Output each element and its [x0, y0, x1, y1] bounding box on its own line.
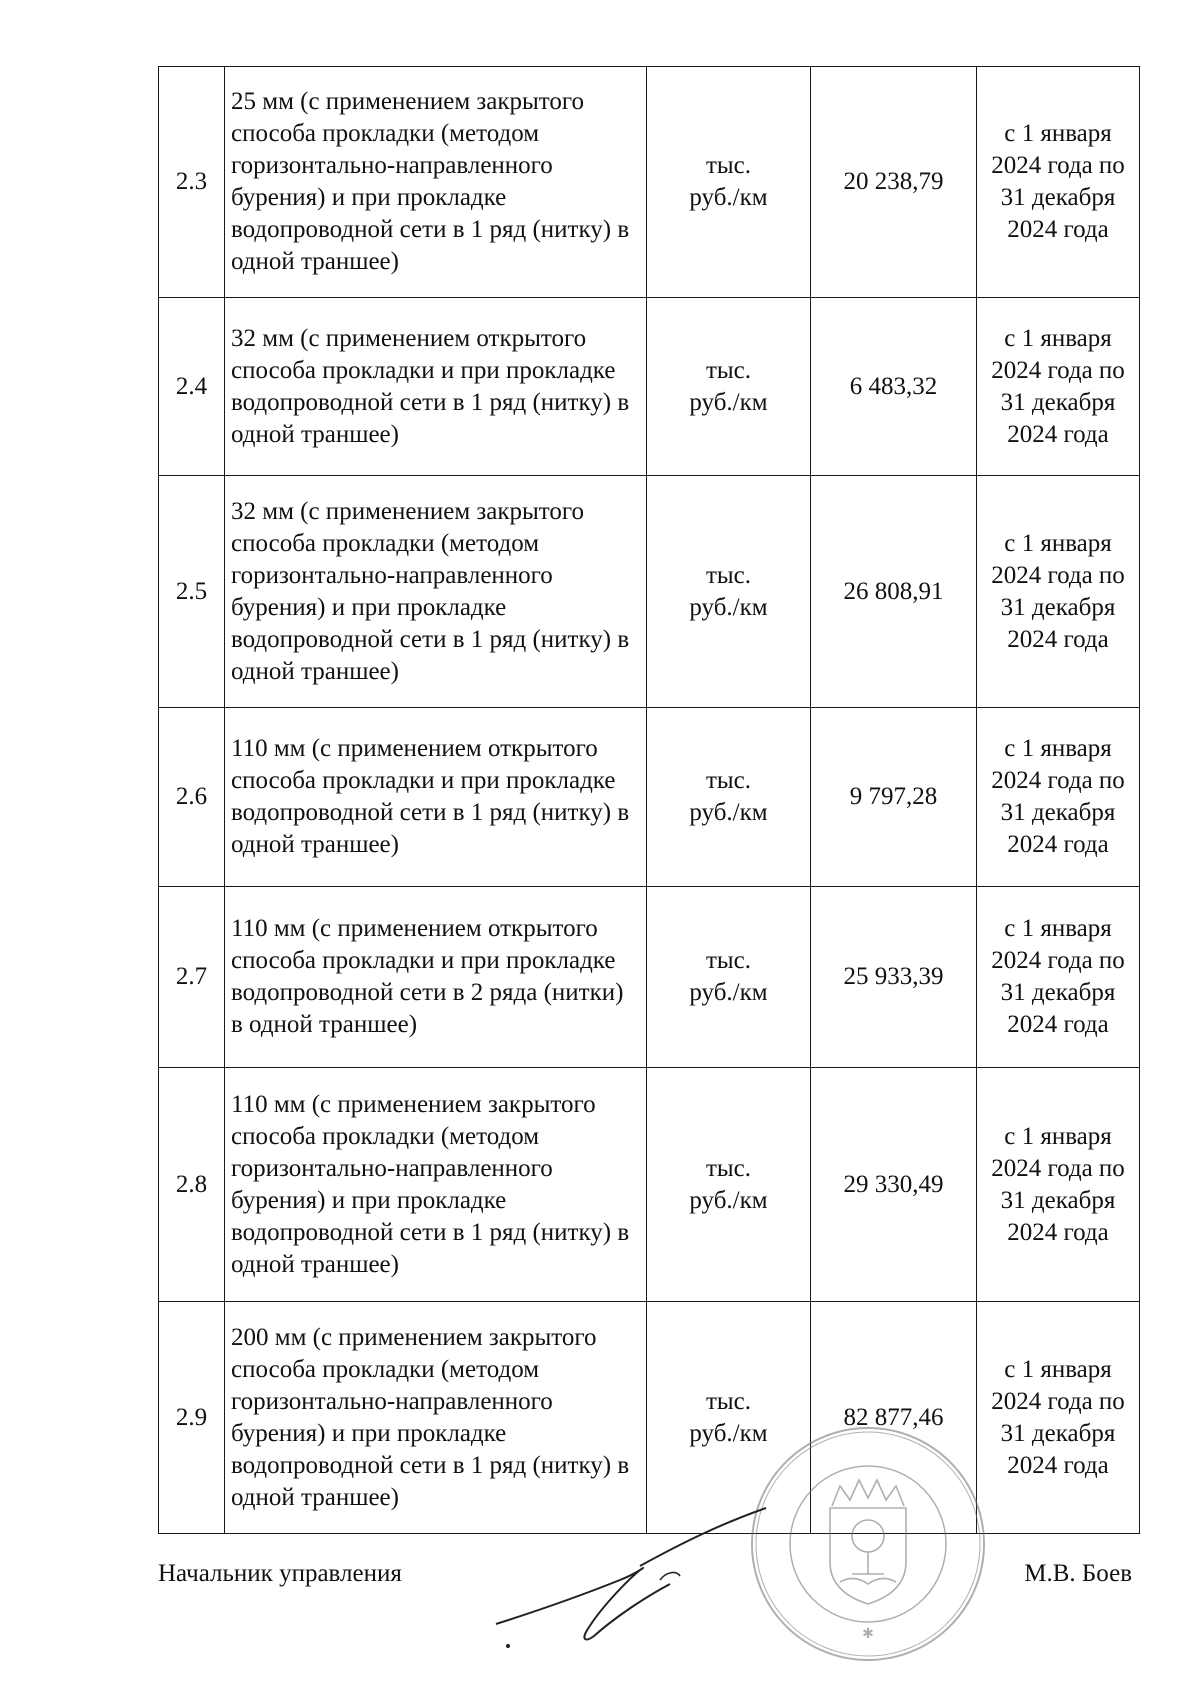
official-stamp — [748, 1424, 988, 1664]
table-row — [159, 708, 1140, 887]
table-row — [159, 67, 1140, 298]
row-period: с 1 января 2024 года по 31 декабря 2024 года — [977, 887, 1140, 1068]
row-number: 2.9 — [159, 1302, 225, 1534]
unit-line-2: руб./км — [689, 184, 768, 211]
unit-line-1: тыс. — [705, 1387, 752, 1415]
row-description: 32 мм (с применением открытого способа прокладки и при прокладке водопроводной сети в 1 ряд (нитку) в одной траншее) — [225, 298, 647, 476]
unit-line-1: тыс. — [705, 356, 752, 384]
row-number: 2.7 — [159, 887, 225, 1068]
row-description: 110 мм (с применением закрытого способа прокладки (методом горизонтально-направленного бурения) и при прокладке водопроводной сети в 1 ряд (нитку) в одной траншее) — [225, 1068, 647, 1302]
unit-line-2: руб./км — [689, 593, 768, 621]
row-period: с 1 января 2024 года по 31 декабря 2024 года — [977, 1302, 1140, 1534]
unit-line-2: руб./км — [689, 1186, 768, 1214]
star-icon: ✱ — [862, 1627, 874, 1642]
signatory-name: М.В. Боев — [1024, 1560, 1132, 1587]
row-description: 25 мм (с применением закрытого способа прокладки (методом горизонтально-направленного бурения) и при прокладке водопроводной сети в 1 ряд (нитку) в одной траншее) — [225, 67, 647, 298]
row-description: 200 мм (с применением закрытого способа прокладки (методом горизонтально-направленного бурения) и при прокладке водопроводной сети в 1 ряд (нитку) в одной траншее) — [225, 1302, 647, 1534]
row-period: с 1 января 2024 года по 31 декабря 2024 года — [977, 708, 1140, 887]
row-number: 2.5 — [159, 476, 225, 708]
row-number: 2.8 — [159, 1068, 225, 1302]
row-period: с 1 января 2024 года по 31 декабря 2024 года — [977, 67, 1140, 298]
table-body — [159, 67, 1140, 1534]
row-unit — [647, 887, 811, 1068]
unit-line-2: руб./км — [689, 388, 768, 416]
table-row — [159, 298, 1140, 476]
row-number: 2.4 — [159, 298, 225, 476]
row-description: 32 мм (с применением закрытого способа прокладки (методом горизонтально-направленного бурения) и при прокладке водопроводной сети в 1 ряд (нитку) в одной траншее) — [225, 476, 647, 708]
row-number: 2.3 — [159, 67, 225, 298]
table-row — [159, 1068, 1140, 1302]
unit-line-1: тыс. — [705, 1154, 752, 1182]
row-unit — [647, 298, 811, 476]
row-value: 29 330,49 — [811, 1068, 977, 1302]
row-value: 82 877,46 — [811, 1302, 977, 1534]
row-number: 2.6 — [159, 708, 225, 887]
row-description: 110 мм (с применением открытого способа прокладки и при прокладке водопроводной сети в 1 ряд (нитку) в одной траншее) — [225, 708, 647, 887]
row-value: 26 808,91 — [811, 476, 977, 708]
unit-line-1: тыс. — [705, 152, 752, 179]
handwritten-signature — [490, 1500, 770, 1650]
unit-line-1: тыс. — [705, 767, 752, 794]
unit-line-2: руб./км — [689, 1419, 768, 1447]
row-unit — [647, 708, 811, 887]
tariff-table — [158, 66, 1140, 1534]
row-unit — [647, 476, 811, 708]
unit-line-2: руб./км — [689, 979, 768, 1006]
row-unit — [647, 1068, 811, 1302]
row-value: 20 238,79 — [811, 67, 977, 298]
row-value: 9 797,28 — [811, 708, 977, 887]
row-period: с 1 января 2024 года по 31 декабря 2024 года — [977, 1068, 1140, 1302]
unit-line-1: тыс. — [705, 561, 752, 589]
row-period: с 1 января 2024 года по 31 декабря 2024 года — [977, 298, 1140, 476]
table-row — [159, 887, 1140, 1068]
signatory-position: Начальник управления — [158, 1560, 402, 1587]
row-period: с 1 января 2024 года по 31 декабря 2024 года — [977, 476, 1140, 708]
table-row — [159, 476, 1140, 708]
coat-of-arms-icon — [830, 1480, 906, 1604]
row-value: 25 933,39 — [811, 887, 977, 1068]
table-row — [159, 1302, 1140, 1534]
row-value: 6 483,32 — [811, 298, 977, 476]
row-unit — [647, 67, 811, 298]
unit-line-2: руб./км — [689, 799, 768, 826]
row-description: 110 мм (с применением открытого способа прокладки и при прокладке водопроводной сети в 2 ряда (нитки) в одной траншее) — [225, 887, 647, 1068]
unit-line-1: тыс. — [705, 947, 752, 974]
